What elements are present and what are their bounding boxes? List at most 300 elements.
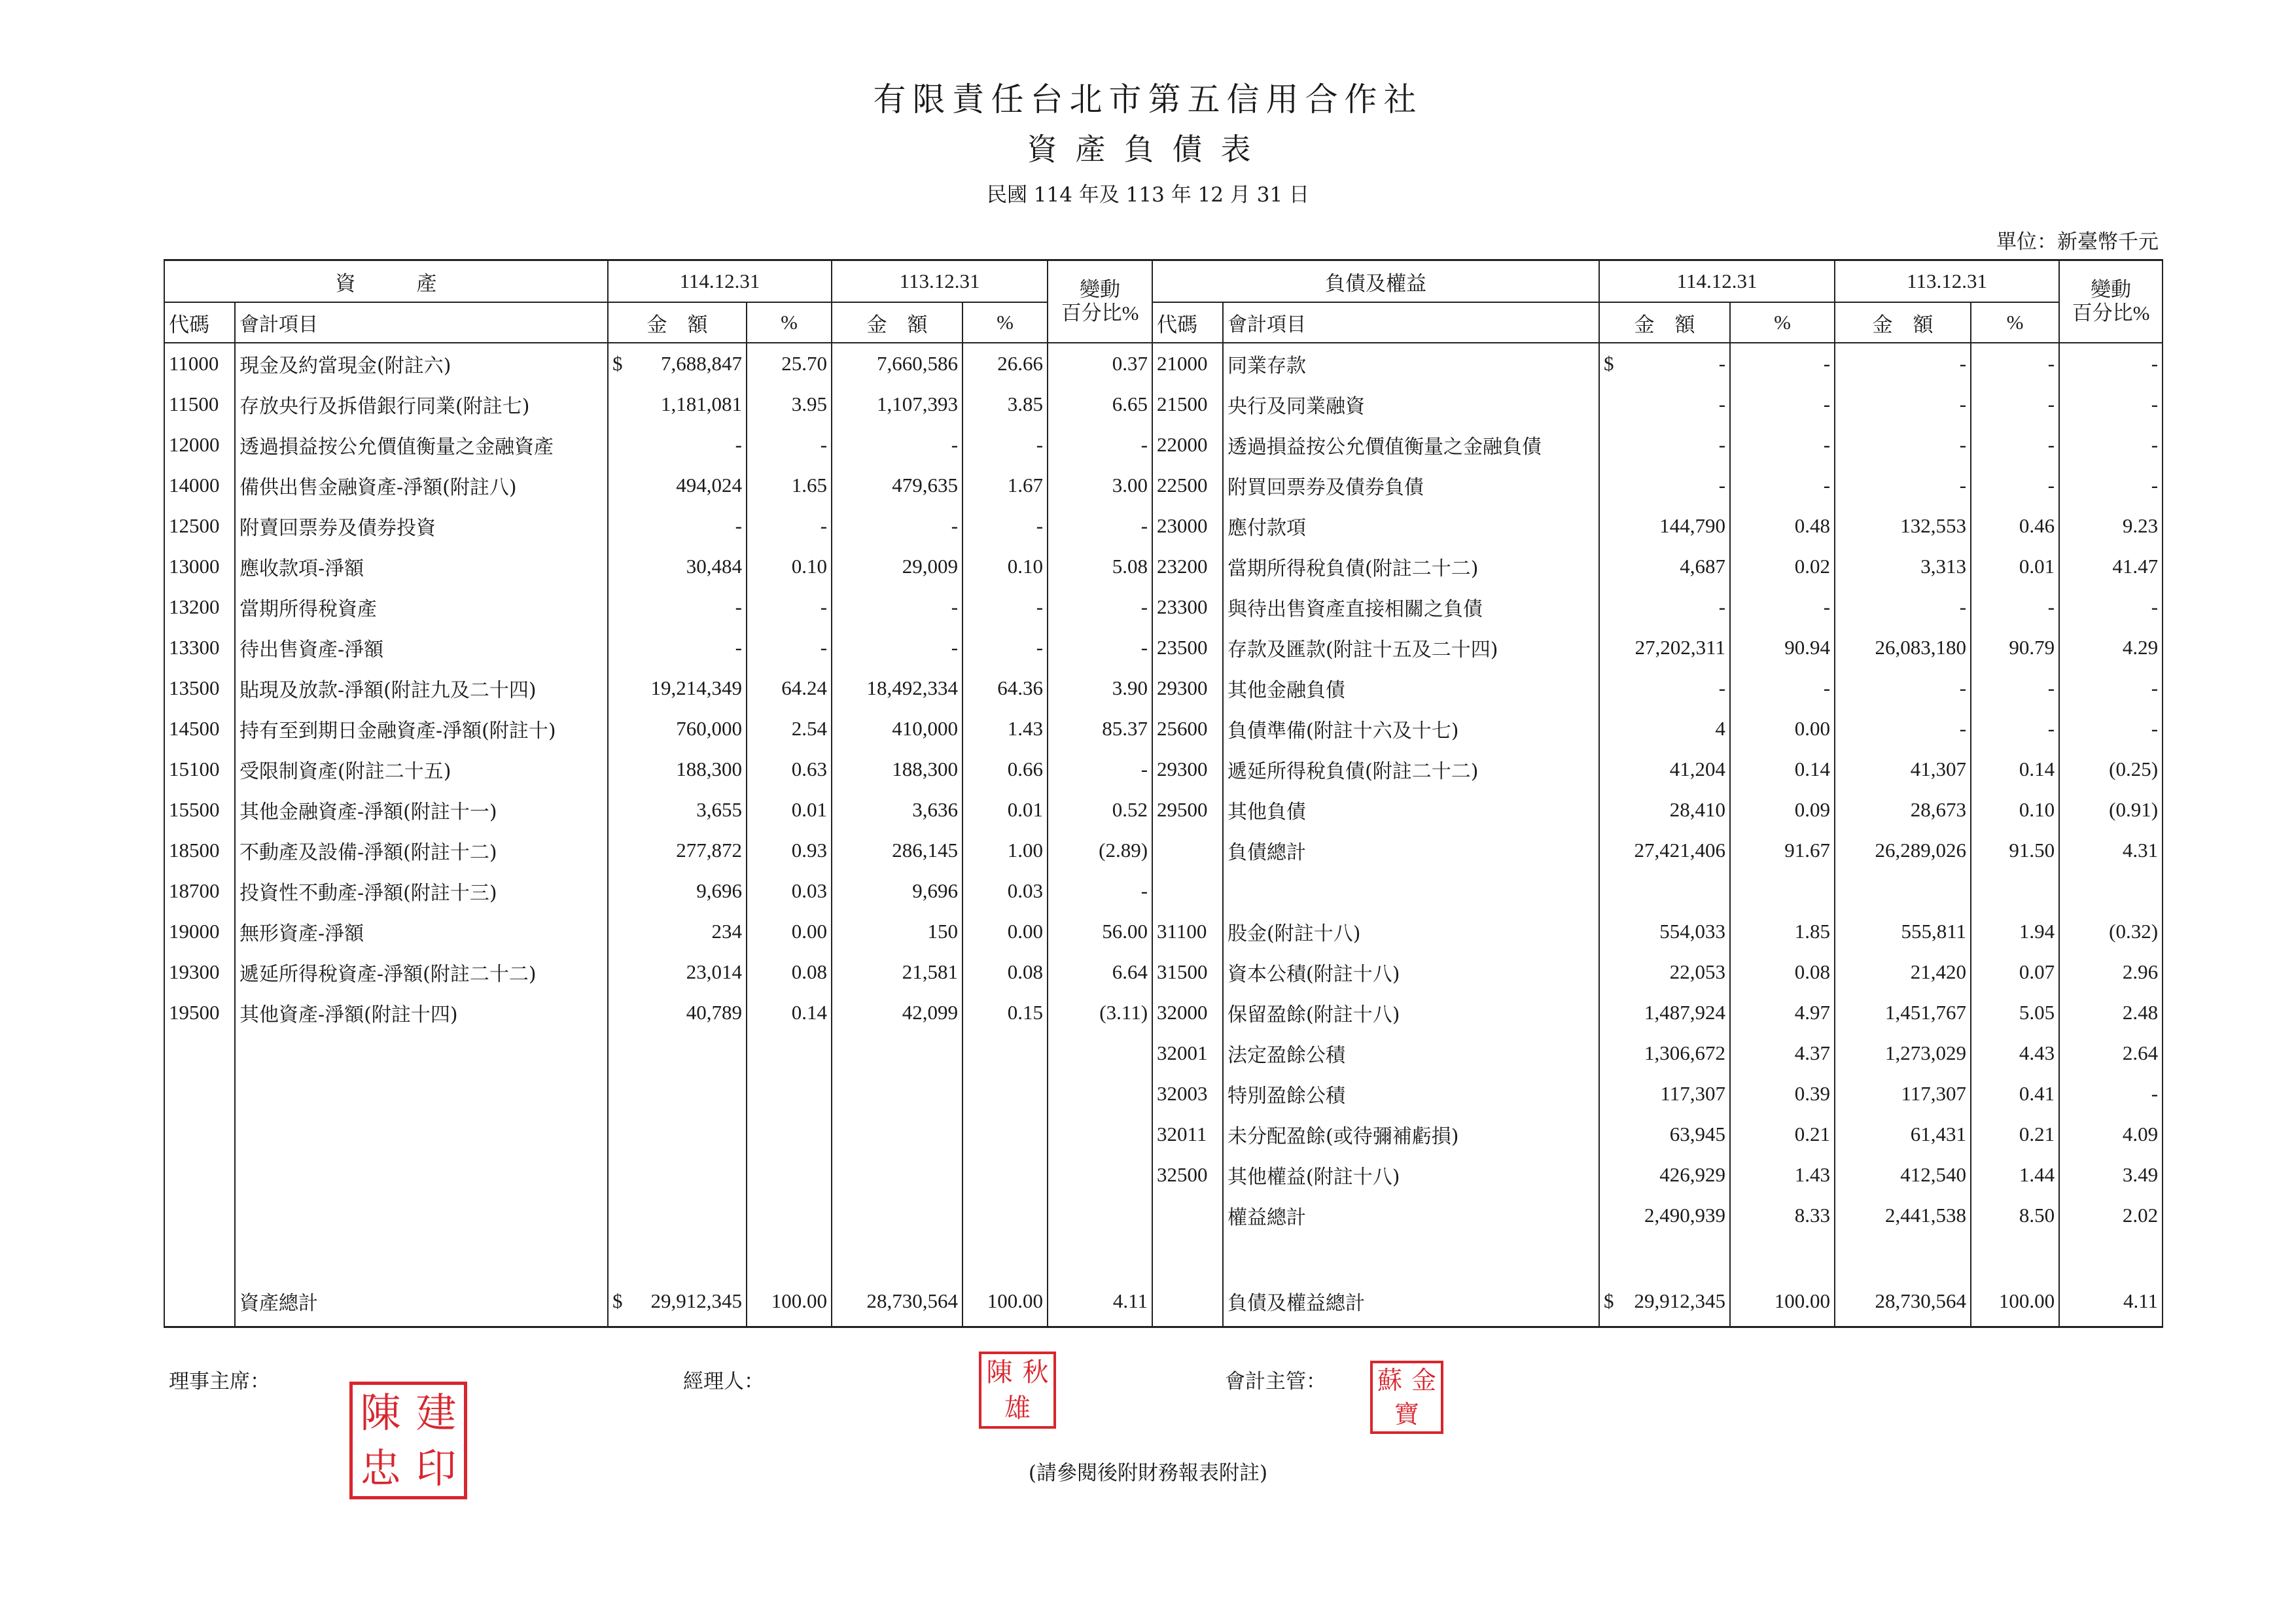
liab-code: 23000 [1152,506,1223,546]
liab-pct-prev: 1.44 [1971,1155,2059,1195]
asset-pct-prev: - [963,425,1048,465]
asset-amount-prev [832,1033,963,1073]
liab-amount-cur: - [1599,384,1730,425]
asset-change-pct: 56.00 [1048,911,1152,952]
liab-equity-total-prev-pct: 100.00 [1971,1276,2059,1327]
asset-pct-prev [963,1155,1048,1195]
asset-amount-prev: 7,660,586 [832,343,963,384]
liab-item: 其他金融負債 [1223,668,1599,708]
asset-amount-cur: 9,696 [608,871,747,911]
liab-change-header [2059,260,2163,343]
liab-amount-prev: - [1835,343,1971,384]
liab-code: 23200 [1152,546,1223,587]
asset-amount-cur: 23,014 [608,952,747,992]
liab-item: 其他權益(附註十八) [1223,1155,1599,1195]
liab-pct-cur: 0.14 [1730,749,1835,790]
amount-header: 金 額 [1835,302,1971,343]
asset-code: 13200 [164,587,235,627]
asset-item [235,1033,608,1073]
liab-item: 與待出售資產直接相關之負債 [1223,587,1599,627]
asset-change-pct: - [1048,871,1152,911]
table-row [164,506,2163,546]
asset-amount-prev [832,1195,963,1236]
liab-item: 特別盈餘公積 [1223,1073,1599,1114]
asset-amount-cur: 234 [608,911,747,952]
asset-change-pct: 85.37 [1048,708,1152,749]
liab-pct-prev: 4.43 [1971,1033,2059,1073]
liab-amount-prev: - [1835,465,1971,506]
seal-character: 金 [1411,1366,1436,1395]
currency-unit: 單位：新臺幣千元 [1996,230,2159,254]
liab-amount-prev: - [1835,668,1971,708]
liab-amount-cur: - [1599,668,1730,708]
seal-character: 寶 [1394,1400,1419,1429]
asset-amount-prev [832,1114,963,1155]
asset-code: 19500 [164,992,235,1033]
liab-change-pct: 9.23 [2059,506,2163,546]
liab-item: 附買回票券及債券負債 [1223,465,1599,506]
seal-character: 陳 [360,1388,401,1437]
liab-change-pct: - [2059,587,2163,627]
table-row [164,587,2163,627]
liab-item: 負債準備(附註十六及十七) [1223,708,1599,749]
table-row [164,425,2163,465]
table-row [164,830,2163,871]
asset-code: 19300 [164,952,235,992]
assets-year-prev-header: 113.12.31 [832,260,1048,303]
liab-change-pct: 2.48 [2059,992,2163,1033]
liab-amount-cur: 63,945 [1599,1114,1730,1155]
liab-amount-prev: 132,553 [1835,506,1971,546]
asset-amount-prev: - [832,587,963,627]
footer-note: (請參閱後附財務報表附註) [1028,1461,1268,1485]
asset-item: 持有至到期日金融資產-淨額(附註十) [235,708,608,749]
liab-amount-prev: 117,307 [1835,1073,1971,1114]
asset-pct-cur: 0.08 [747,952,832,992]
seal-character: 秋 [1022,1357,1049,1387]
liab-pct-cur: - [1730,465,1835,506]
liab-change-pct [2059,871,2163,911]
liab-code: 23300 [1152,587,1223,627]
asset-amount-cur: 277,872 [608,830,747,871]
liab-code: 23500 [1152,627,1223,668]
liab-item: 權益總計 [1223,1195,1599,1236]
liab-change-pct: (0.25) [2059,749,2163,790]
liab-code: 29300 [1152,749,1223,790]
liab-code: 22000 [1152,425,1223,465]
asset-amount-cur [608,1073,747,1114]
liab-amount-cur: $ - [1599,343,1730,384]
code-header: 代碼 [1152,302,1223,343]
asset-code: 15100 [164,749,235,790]
liab-change-pct: 4.31 [2059,830,2163,871]
asset-pct-prev: 1.00 [963,830,1048,871]
asset-code: 11500 [164,384,235,425]
pct-header: % [747,302,832,343]
liab-pct-cur [1730,871,1835,911]
liab-code: 32011 [1152,1114,1223,1155]
liab-change-pct: 4.09 [2059,1114,2163,1155]
seal-character: 陳 [986,1357,1013,1387]
liab-amount-prev: 555,811 [1835,911,1971,952]
liab-pct-prev: 0.46 [1971,506,2059,546]
liab-pct-prev [1971,871,2059,911]
asset-code: 12500 [164,506,235,546]
liab-code: 29500 [1152,790,1223,830]
liab-item [1223,871,1599,911]
asset-item: 投資性不動產-淨額(附註十三) [235,871,608,911]
asset-change-pct [1048,1073,1152,1114]
asset-pct-prev: 1.67 [963,465,1048,506]
asset-item [235,1155,608,1195]
liab-change-pct: 2.96 [2059,952,2163,992]
asset-item [235,1073,608,1114]
asset-pct-prev: 0.15 [963,992,1048,1033]
amount-header: 金 額 [832,302,963,343]
liab-amount-cur: 28,410 [1599,790,1730,830]
liab-pct-prev: - [1971,384,2059,425]
assets-change-header [1048,260,1152,343]
liab-code: 32000 [1152,992,1223,1033]
asset-amount-cur: $ 7,688,847 [608,343,747,384]
asset-code: 18500 [164,830,235,871]
asset-pct-prev: - [963,506,1048,546]
liab-pct-prev: - [1971,425,2059,465]
liab-amount-cur: 2,490,939 [1599,1195,1730,1236]
asset-item: 待出售資產-淨額 [235,627,608,668]
liab-change-pct: - [2059,343,2163,384]
liab-pct-prev: - [1971,587,2059,627]
liab-pct-cur: 90.94 [1730,627,1835,668]
change-label-line1: 變動 [2091,278,2132,301]
asset-pct-prev [963,1195,1048,1236]
organization-name: 有限責任台北市第五信用合作社 [873,80,1423,118]
asset-item: 其他金融資產-淨額(附註十一) [235,790,608,830]
asset-change-pct [1048,1114,1152,1155]
asset-amount-cur [608,1195,747,1236]
asset-amount-cur [608,1155,747,1195]
liab-code: 22500 [1152,465,1223,506]
asset-item: 遞延所得稅資產-淨額(附註二十二) [235,952,608,992]
asset-pct-cur: 0.10 [747,546,832,587]
asset-amount-cur: 494,024 [608,465,747,506]
asset-code: 15500 [164,790,235,830]
liab-change-pct: - [2059,668,2163,708]
liab-amount-cur: 554,033 [1599,911,1730,952]
liab-code: 25600 [1152,708,1223,749]
liab-amount-prev: 61,431 [1835,1114,1971,1155]
asset-amount-cur: - [608,425,747,465]
asset-amount-cur: 3,655 [608,790,747,830]
change-label-line2: 百分比% [1061,302,1139,324]
asset-code: 19000 [164,911,235,952]
liab-code: 21000 [1152,343,1223,384]
liab-pct-cur: 0.08 [1730,952,1835,992]
table-row [164,1155,2163,1195]
liab-code [1152,830,1223,871]
asset-change-pct: 3.90 [1048,668,1152,708]
liab-amount-cur: 426,929 [1599,1155,1730,1195]
asset-pct-cur: 2.54 [747,708,832,749]
asset-pct-cur: 64.24 [747,668,832,708]
table-row [164,871,2163,911]
item-header: 會計項目 [235,302,608,343]
liab-amount-prev: 26,289,026 [1835,830,1971,871]
asset-change-pct [1048,1155,1152,1195]
asset-amount-cur: - [608,587,747,627]
accountant-label: 會計主管： [1225,1370,1326,1393]
liab-amount-prev: 1,273,029 [1835,1033,1971,1073]
asset-amount-cur [608,1033,747,1073]
liab-pct-prev: 0.14 [1971,749,2059,790]
asset-amount-prev: 286,145 [832,830,963,871]
liab-pct-cur: 0.48 [1730,506,1835,546]
table-row [164,911,2163,952]
asset-code: 14000 [164,465,235,506]
asset-code: 11000 [164,343,235,384]
asset-code: 12000 [164,425,235,465]
asset-item: 存放央行及拆借銀行同業(附註七) [235,384,608,425]
liab-amount-cur: 1,487,924 [1599,992,1730,1033]
asset-pct-cur: 0.14 [747,992,832,1033]
manager-seal-stamp [979,1352,1056,1429]
liab-amount-cur: 41,204 [1599,749,1730,790]
liab-amount-cur: - [1599,425,1730,465]
liab-amount-cur: 27,421,406 [1599,830,1730,871]
liab-equity-total-cur-pct: 100.00 [1730,1276,1835,1327]
chairman-label: 理事主席： [169,1370,270,1393]
asset-pct-prev: 0.10 [963,546,1048,587]
asset-change-pct: - [1048,506,1152,546]
asset-total-cur: $ 29,912,345 [608,1276,747,1327]
asset-amount-prev: 21,581 [832,952,963,992]
liab-pct-cur: 4.37 [1730,1033,1835,1073]
liab-code: 32001 [1152,1033,1223,1073]
seal-character: 忠 [360,1444,401,1492]
liab-pct-prev: 0.01 [1971,546,2059,587]
table-row [164,343,2163,384]
asset-code: 13500 [164,668,235,708]
liab-amount-cur: - [1599,587,1730,627]
asset-pct-prev: 1.43 [963,708,1048,749]
asset-pct-prev [963,1033,1048,1073]
asset-pct-cur: - [747,627,832,668]
liab-change-pct: 4.29 [2059,627,2163,668]
pct-header: % [963,302,1048,343]
liab-item: 股金(附註十八) [1223,911,1599,952]
asset-pct-cur: - [747,425,832,465]
liab-change-pct: - [2059,425,2163,465]
liab-change-pct: - [2059,1073,2163,1114]
liab-pct-cur: 0.09 [1730,790,1835,830]
asset-pct-prev: 0.08 [963,952,1048,992]
liab-change-pct: 3.49 [2059,1155,2163,1195]
asset-pct-cur: 0.63 [747,749,832,790]
liab-amount-cur [1599,871,1730,911]
assets-year-cur-header: 114.12.31 [608,260,832,303]
liab-code: 21500 [1152,384,1223,425]
liab-change-pct: - [2059,384,2163,425]
liab-amount-prev: 2,441,538 [1835,1195,1971,1236]
balance-sheet-table [164,259,2163,1328]
liab-amount-prev: 28,673 [1835,790,1971,830]
table-row [164,384,2163,425]
asset-change-pct: 5.08 [1048,546,1152,587]
manager-label: 經理人： [683,1370,764,1393]
asset-change-pct [1048,1195,1152,1236]
liab-item: 透過損益按公允價值衡量之金融負債 [1223,425,1599,465]
table-row [164,708,2163,749]
liab-amount-prev: 41,307 [1835,749,1971,790]
liab-amount-prev: 1,451,767 [1835,992,1971,1033]
liab-amount-cur: 117,307 [1599,1073,1730,1114]
asset-code: 14500 [164,708,235,749]
asset-code: 13300 [164,627,235,668]
asset-change-pct: (2.89) [1048,830,1152,871]
asset-item: 其他資產-淨額(附註十四) [235,992,608,1033]
liab-amount-prev: 26,083,180 [1835,627,1971,668]
asset-amount-prev: 150 [832,911,963,952]
liab-item: 保留盈餘(附註十八) [1223,992,1599,1033]
liab-change-pct: - [2059,465,2163,506]
liab-pct-cur: 0.39 [1730,1073,1835,1114]
asset-item: 受限制資產(附註二十五) [235,749,608,790]
liab-change-pct: (0.32) [2059,911,2163,952]
asset-pct-cur: 1.65 [747,465,832,506]
asset-item: 附賣回票券及債券投資 [235,506,608,546]
asset-amount-cur [608,1114,747,1155]
asset-pct-prev: 0.00 [963,911,1048,952]
asset-change-pct: 6.65 [1048,384,1152,425]
asset-total-cur-pct: 100.00 [747,1276,832,1327]
asset-pct-cur: - [747,506,832,546]
total-row [164,1276,2163,1327]
asset-pct-prev: 0.03 [963,871,1048,911]
liab-change-pct: - [2059,708,2163,749]
asset-amount-cur: 188,300 [608,749,747,790]
liab-pct-prev: 0.21 [1971,1114,2059,1155]
asset-amount-prev: 3,636 [832,790,963,830]
liab-amount-prev: - [1835,708,1971,749]
liab-amount-cur: 1,306,672 [1599,1033,1730,1073]
liab-amount-prev: - [1835,425,1971,465]
table-row [164,1033,2163,1073]
asset-pct-prev: 64.36 [963,668,1048,708]
assets-group-header: 資 產 [164,260,608,303]
asset-code: 18700 [164,871,235,911]
asset-amount-cur: 19,214,349 [608,668,747,708]
liab-pct-cur: 91.67 [1730,830,1835,871]
asset-amount-cur: - [608,627,747,668]
liab-year-cur-header: 114.12.31 [1599,260,1835,303]
liab-change-pct: (0.91) [2059,790,2163,830]
asset-item: 備供出售金融資產-淨額(附註八) [235,465,608,506]
asset-amount-cur: 30,484 [608,546,747,587]
asset-amount-prev: 1,107,393 [832,384,963,425]
report-period: 民國 114 年及 113 年 12 月 31 日 [986,183,1310,207]
asset-total-prev-pct: 100.00 [963,1276,1048,1327]
liab-item: 同業存款 [1223,343,1599,384]
liab-pct-prev: - [1971,465,2059,506]
liab-item: 法定盈餘公積 [1223,1033,1599,1073]
liab-code [1152,1195,1223,1236]
liab-equity-total-prev: 28,730,564 [1835,1276,1971,1327]
liab-group-header: 負債及權益 [1152,260,1599,303]
liab-item: 未分配盈餘(或待彌補虧損) [1223,1114,1599,1155]
table-row [164,668,2163,708]
asset-pct-prev: 26.66 [963,343,1048,384]
liab-item: 遞延所得稅負債(附註二十二) [1223,749,1599,790]
liab-amount-cur: 144,790 [1599,506,1730,546]
asset-code [164,1033,235,1073]
asset-code [164,1155,235,1195]
asset-change-pct: 0.52 [1048,790,1152,830]
asset-amount-cur: 760,000 [608,708,747,749]
liab-amount-cur: - [1599,465,1730,506]
liab-code: 32500 [1152,1155,1223,1195]
liab-pct-cur: - [1730,668,1835,708]
liab-pct-cur: - [1730,425,1835,465]
table-row [164,1114,2163,1155]
table-row [164,627,2163,668]
asset-amount-prev: 29,009 [832,546,963,587]
asset-amount-cur: 1,181,081 [608,384,747,425]
amount-header: 金 額 [608,302,747,343]
liab-pct-prev: 0.07 [1971,952,2059,992]
asset-item: 透過損益按公允價值衡量之金融資產 [235,425,608,465]
table-row [164,749,2163,790]
asset-change-pct: (3.11) [1048,992,1152,1033]
asset-item: 當期所得稅資產 [235,587,608,627]
spacer-row [164,1236,2163,1276]
liab-item: 當期所得稅負債(附註二十二) [1223,546,1599,587]
liab-item: 資本公積(附註十八) [1223,952,1599,992]
liab-pct-prev: 1.94 [1971,911,2059,952]
asset-pct-cur: 0.93 [747,830,832,871]
asset-change-pct: - [1048,627,1152,668]
liab-item: 負債總計 [1223,830,1599,871]
liab-amount-prev: - [1835,587,1971,627]
asset-pct-cur [747,1033,832,1073]
liab-code [1152,871,1223,911]
table-row [164,790,2163,830]
asset-pct-prev: 3.85 [963,384,1048,425]
liab-code: 31500 [1152,952,1223,992]
asset-amount-cur: - [608,506,747,546]
liab-pct-cur: 0.21 [1730,1114,1835,1155]
pct-header: % [1971,302,2059,343]
liab-code: 31100 [1152,911,1223,952]
change-label-line2: 百分比% [2072,302,2150,324]
liab-pct-prev: 90.79 [1971,627,2059,668]
asset-code [164,1073,235,1114]
asset-item: 貼現及放款-淨額(附註九及二十四) [235,668,608,708]
liab-pct-cur: 0.00 [1730,708,1835,749]
asset-pct-prev [963,1114,1048,1155]
liab-pct-prev: 8.50 [1971,1195,2059,1236]
asset-total-prev: 28,730,564 [832,1276,963,1327]
asset-item [235,1114,608,1155]
liab-code: 32003 [1152,1073,1223,1114]
liab-pct-cur: - [1730,384,1835,425]
asset-pct-cur [747,1155,832,1195]
liab-amount-cur: 4 [1599,708,1730,749]
table-row [164,1195,2163,1236]
table-row [164,952,2163,992]
asset-change-pct: - [1048,749,1152,790]
asset-amount-prev: 479,635 [832,465,963,506]
liab-pct-prev: - [1971,343,2059,384]
